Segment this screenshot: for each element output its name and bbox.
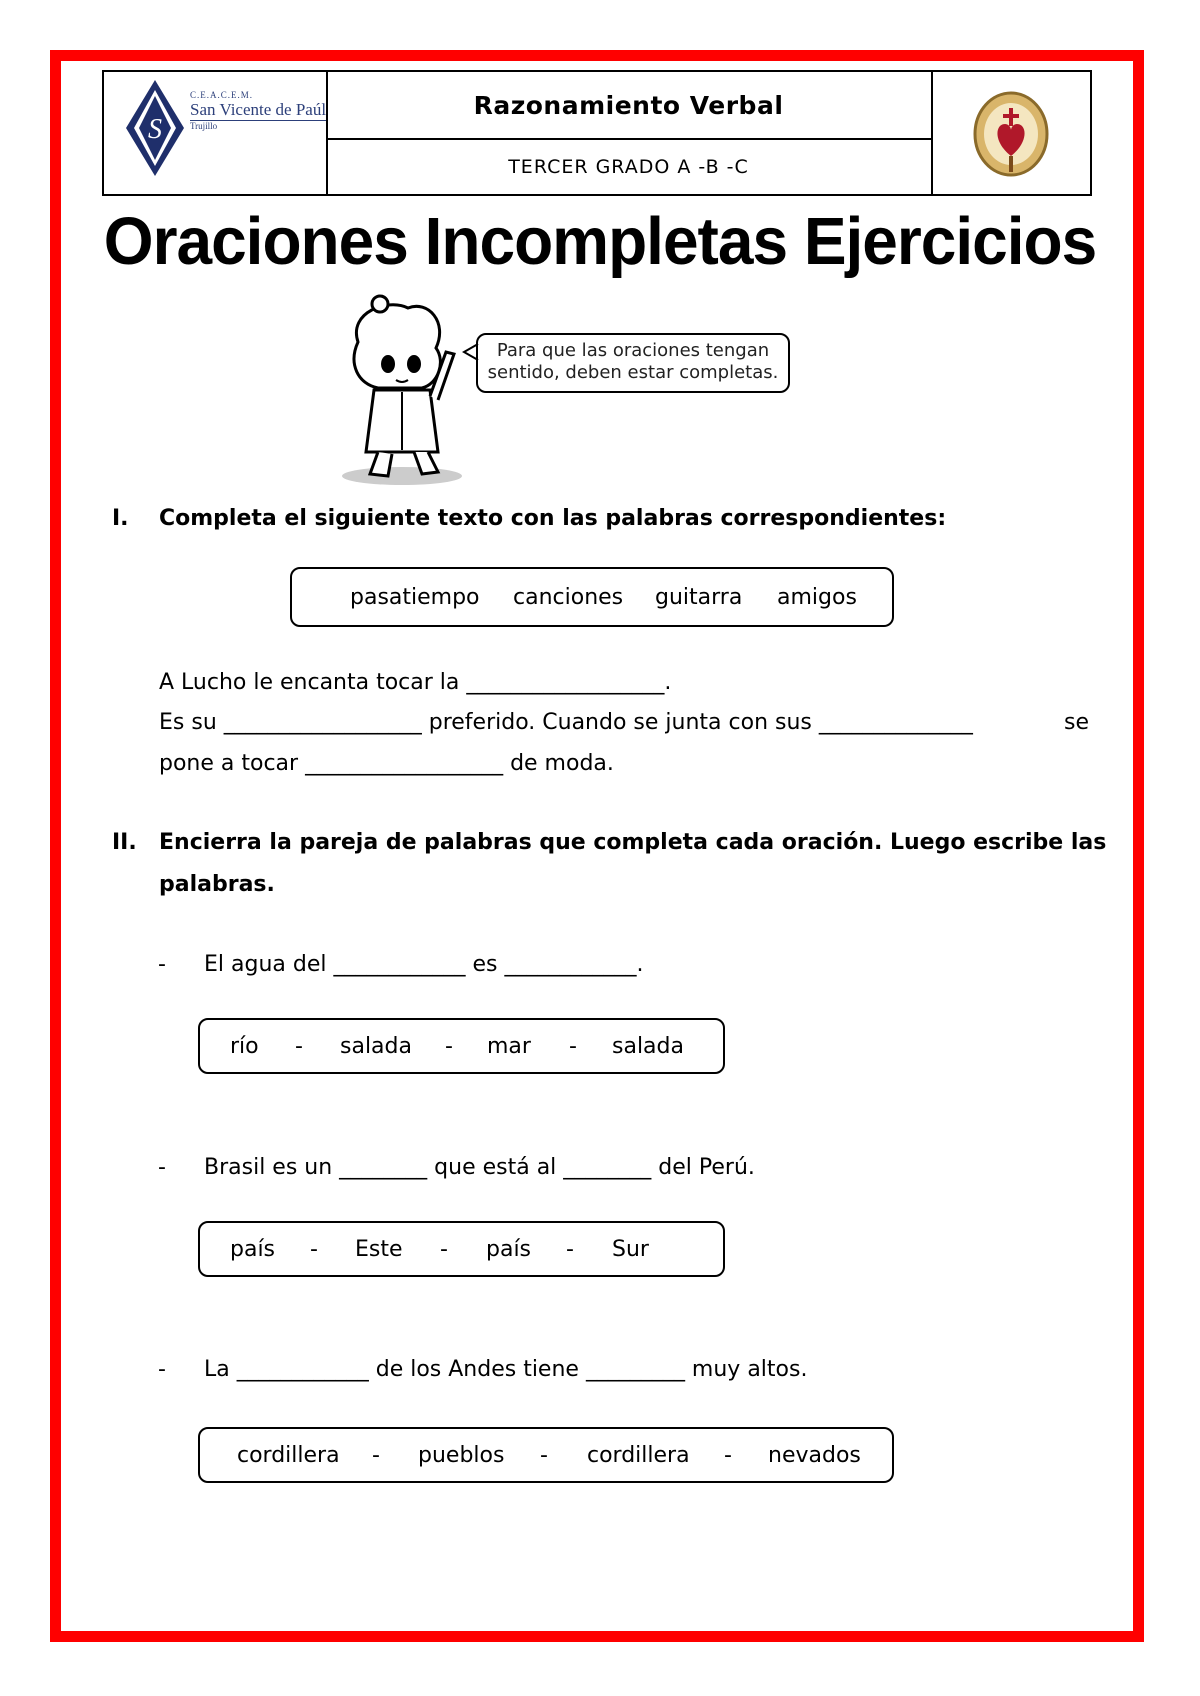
word-bank-item: guitarra <box>655 584 743 610</box>
exercise-sentence-3 <box>158 1357 807 1382</box>
paragraph-line-2-end: se <box>1064 710 1089 735</box>
school-small-label: C.E.A.C.E.M. <box>190 90 254 100</box>
school-name-block <box>190 90 326 131</box>
subject-title: Razonamiento Verbal <box>326 72 931 140</box>
exercise-options-2 <box>198 1221 725 1277</box>
bubble-line-1: Para que las oraciones tengan <box>496 340 770 361</box>
exercise-options-1 <box>198 1018 725 1074</box>
option-word: río <box>230 1033 259 1059</box>
sacred-heart-emblem-icon <box>933 72 1090 194</box>
option-word: Este <box>355 1236 403 1262</box>
sentence-text: El agua del ____________ es ____________. <box>204 952 644 977</box>
svg-text:S: S <box>148 114 162 145</box>
option-word: nevados <box>768 1442 861 1468</box>
option-dash: - <box>566 1236 574 1262</box>
sentence-text: Brasil es un ________ que está al ________ del Perú. <box>204 1155 755 1180</box>
option-word: salada <box>612 1033 684 1059</box>
paragraph-line-2: Es su __________________ preferido. Cuando se junta con sus ______________ <box>159 710 973 735</box>
option-dash: - <box>372 1442 380 1468</box>
word-bank-item: amigos <box>777 584 857 610</box>
word-bank-item: pasatiempo <box>350 584 480 610</box>
school-logo-cell <box>104 72 328 194</box>
option-dash: - <box>540 1442 548 1468</box>
grade-label: TERCER GRADO A -B -C <box>508 156 749 178</box>
option-word: país <box>230 1236 276 1262</box>
exercise-sentence-2 <box>158 1155 755 1180</box>
bullet-dash: - <box>158 1155 166 1180</box>
option-dash: - <box>724 1442 732 1468</box>
girl-cartoon-icon <box>318 292 486 488</box>
speech-bubble <box>476 333 790 393</box>
paragraph-line-3: pone a tocar __________________ de moda. <box>159 751 614 776</box>
option-word: mar <box>487 1033 531 1059</box>
page-title: Oraciones Incompletas Ejercicios <box>103 203 1097 279</box>
sentence-text: La ____________ de los Andes tiene _________ muy altos. <box>204 1357 808 1382</box>
section-1-number: I. <box>112 506 129 531</box>
school-city: Trujillo <box>190 121 218 131</box>
bullet-dash: - <box>158 1357 166 1382</box>
section-2-instruction-line-2: palabras. <box>159 872 275 897</box>
school-name: San Vicente de Paúl <box>190 100 327 119</box>
paragraph-line-1: A Lucho le encanta tocar la __________________. <box>159 670 672 695</box>
school-crest-icon <box>124 78 186 178</box>
exercise-options-3 <box>198 1427 894 1483</box>
bubble-line-2: sentido, deben estar completas. <box>487 362 779 383</box>
option-dash: - <box>569 1033 577 1059</box>
option-word: cordillera <box>587 1442 690 1468</box>
option-word: pueblos <box>418 1442 505 1468</box>
emblem-cell <box>933 72 1090 194</box>
header-middle-cell <box>326 72 933 194</box>
option-dash: - <box>310 1236 318 1262</box>
option-word: país <box>486 1236 532 1262</box>
option-dash: - <box>440 1236 448 1262</box>
option-word: Sur <box>612 1236 649 1262</box>
word-bank-item: canciones <box>513 584 624 610</box>
option-dash: - <box>295 1033 303 1059</box>
option-dash: - <box>445 1033 453 1059</box>
header-table <box>102 70 1092 196</box>
section-1-word-bank <box>290 567 894 627</box>
exercise-sentence-1 <box>158 952 643 977</box>
section-2-instruction-line-1: Encierra la pareja de palabras que completa cada oración. Luego escribe las <box>159 830 1107 855</box>
section-2-number: II. <box>112 830 137 855</box>
option-word: salada <box>340 1033 412 1059</box>
bullet-dash: - <box>158 952 166 977</box>
option-word: cordillera <box>237 1442 340 1468</box>
section-1-instruction: Completa el siguiente texto con las palabras correspondientes: <box>159 506 947 531</box>
